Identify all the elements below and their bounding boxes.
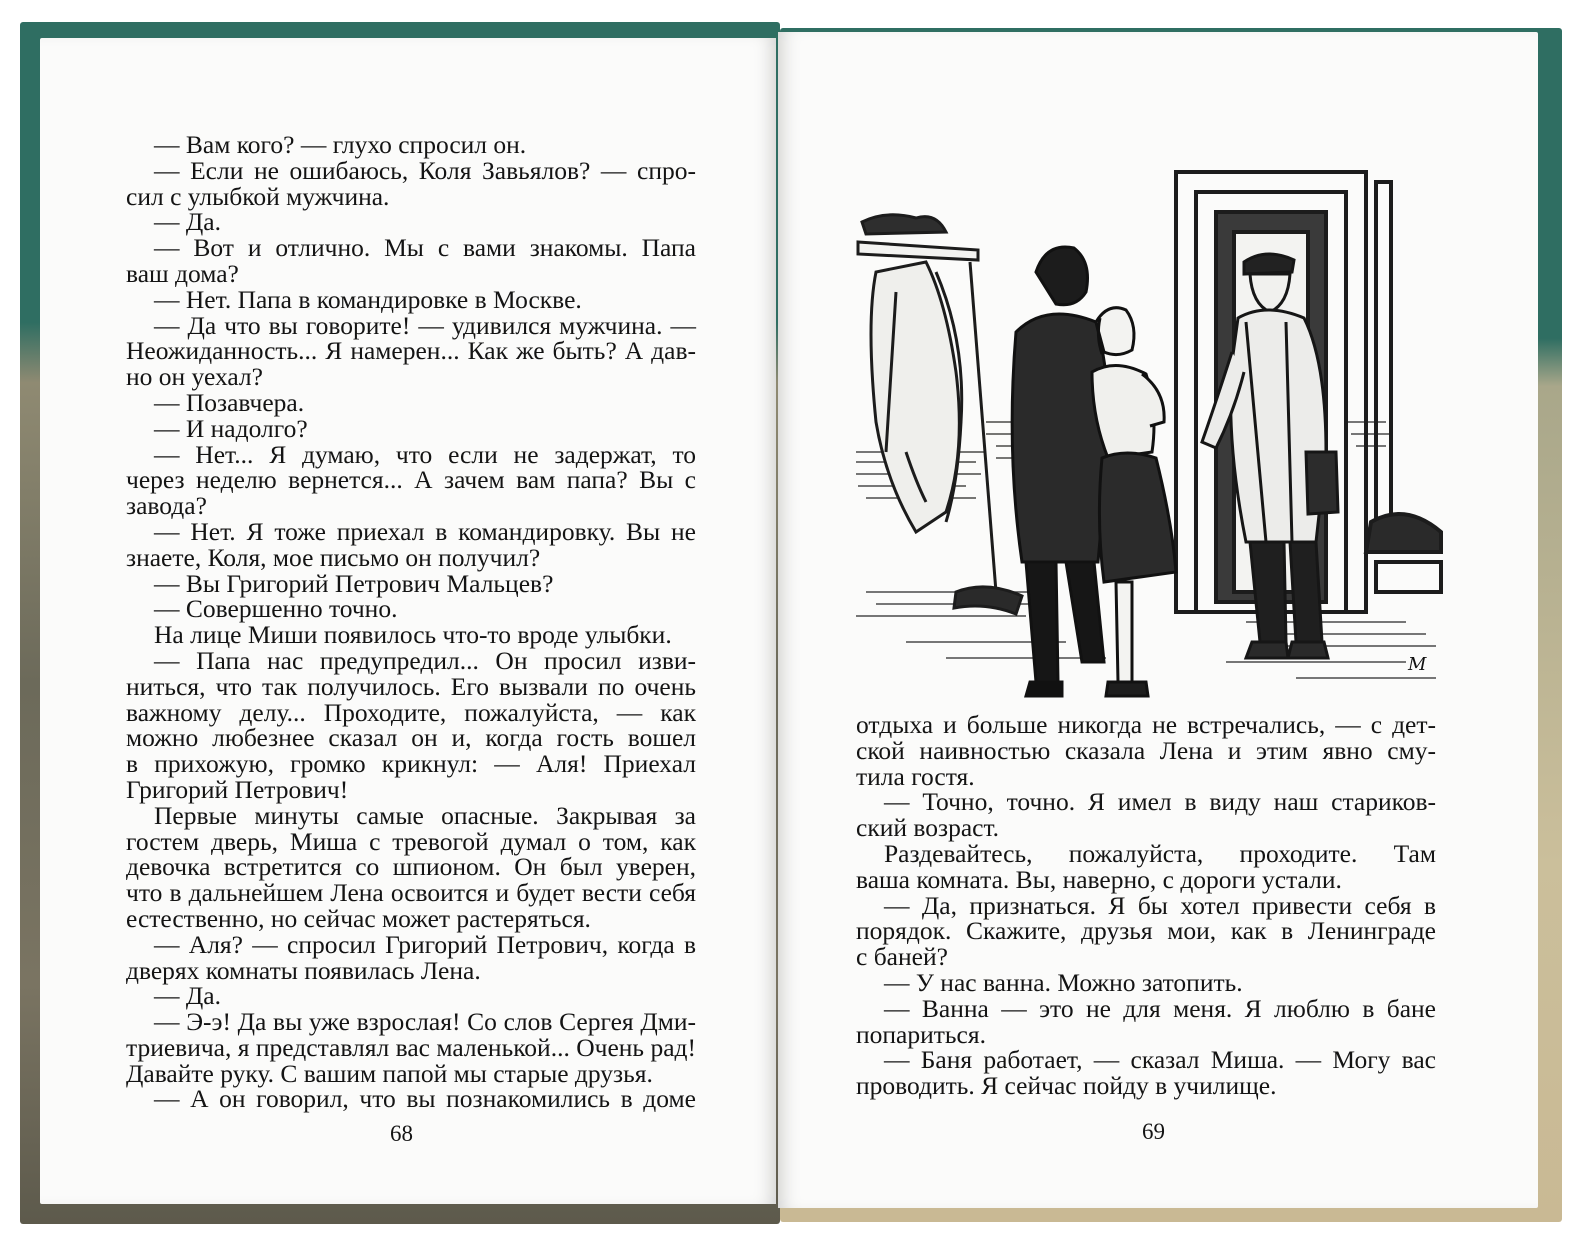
text-line: порядок. Скажите, друзья мои, как в Ленинграде [856, 916, 1436, 946]
illustration-doorway-scene [846, 122, 1450, 704]
page-number-right: 69 [1142, 1119, 1165, 1144]
text-line: — А он говорил, что вы познакомились в доме [154, 1084, 696, 1114]
text-line: триевича, я представлял вас маленькой... Очень рад! [126, 1032, 696, 1062]
illustration-signature: М [1408, 654, 1427, 675]
text-line: — Да, признаться. Я бы хотел привести себя в [884, 890, 1436, 920]
text-line: дверях комнаты появилась Лена. [126, 955, 481, 985]
text-line: — Да. [154, 981, 221, 1011]
text-line: ниться, что так получилось. Его вызвали по очень [126, 671, 696, 701]
text-line: — Э-э! Да вы уже взрослая! Со слов Сергея Дми- [154, 1007, 696, 1037]
text-line: — И надолго? [154, 413, 308, 443]
text-line: — Вы Григорий Петрович Мальцев? [154, 568, 554, 598]
text-line: — Вам кого? — глухо спросил он. [154, 130, 527, 159]
text-line: — Ванна — это не для меня. Я люблю в бане [884, 993, 1436, 1023]
text-line: — Нет. Папа в командировке в Москве. [154, 284, 582, 314]
text-line: естественно, но сейчас может растеряться. [126, 903, 591, 933]
text-line: тила гостя. [856, 761, 975, 791]
text-line: сил с улыбкой мужчина. [126, 181, 390, 211]
text-line: Григорий Петрович! [126, 774, 349, 804]
text-line: — Совершенно точно. [154, 594, 398, 624]
text-line: Первые минуты самые опасные. Закрывая за [154, 800, 696, 830]
text-line: — Нет. Я тоже приехал в командировку. Вы не [154, 516, 696, 546]
text-line: Давайте руку. С вашим папой мы старые друзья. [126, 1058, 653, 1088]
text-line: ваша комната. Вы, наверно, с дороги устали. [856, 864, 1342, 894]
text-line: знаете, Коля, мое письмо он получил? [126, 542, 541, 572]
text-line: ский возраст. [856, 813, 1000, 843]
page-number-left: 68 [390, 1121, 413, 1146]
text-line: — Баня работает, — сказал Миша. — Могу вас [884, 1045, 1436, 1075]
text-line: попариться. [856, 1019, 986, 1049]
text-line: — Да. [154, 207, 221, 237]
text-line: отдыха и больше никогда не встречались, — с дет- [856, 710, 1436, 739]
text-line: в прихожую, громко крикнул: — Аля! Приехал [126, 749, 696, 779]
text-line: девочка встретится со шпионом. Он был уверен, [126, 852, 696, 882]
text-line: — Если не ошибаюсь, Коля Завьялов? — спро- [154, 155, 696, 185]
text-line: ваш дома? [126, 258, 239, 288]
text-line: можно любезнее сказал он и, когда гость вошел [126, 723, 696, 753]
left-page-text [126, 132, 696, 1112]
text-line: — Нет... Я думаю, что если не задержат, то [154, 439, 696, 469]
text-line: — Позавчера. [154, 387, 305, 417]
right-page-text [856, 712, 1436, 1099]
text-line: — У нас ванна. Можно затопить. [884, 967, 1243, 997]
text-line: Неожиданность... Я намерен... Как же быть? А дав- [126, 336, 696, 366]
text-line: Раздевайтесь, пожалуйста, проходите. Там [884, 838, 1436, 868]
right-page [778, 32, 1538, 1208]
text-line: — Точно, точно. Я имел в виду наш стариков- [884, 787, 1436, 817]
text-line: На лице Миши появилось что-то вроде улыбки. [154, 620, 672, 650]
text-line: важному делу... Проходите, пожалуйста, — как [126, 697, 696, 727]
text-line: что в дальнейшем Лена освоится и будет вести себя [126, 878, 696, 908]
text-line: через неделю вернется... А зачем вам папа? Вы с [126, 465, 696, 495]
text-line: — Вот и отлично. Мы с вами знакомы. Папа [154, 233, 696, 263]
text-line: — Папа нас предупредил... Он просил изви- [154, 645, 696, 675]
text-line: — Да что вы говорите! — удивился мужчина. — [154, 310, 696, 340]
text-line: ской наивностью сказала Лена и этим явно сму- [856, 735, 1436, 765]
left-page [40, 38, 776, 1204]
text-line: завода? [126, 491, 207, 521]
text-line: — Аля? — спросил Григорий Петрович, когда в [154, 929, 696, 959]
text-line: с баней? [856, 942, 948, 972]
text-line: проводить. Я сейчас пойду в училище. [856, 1071, 1277, 1101]
text-line: гостем дверь, Миша с тревогой думал о том, как [126, 826, 696, 856]
text-line: но он уехал? [126, 362, 263, 392]
